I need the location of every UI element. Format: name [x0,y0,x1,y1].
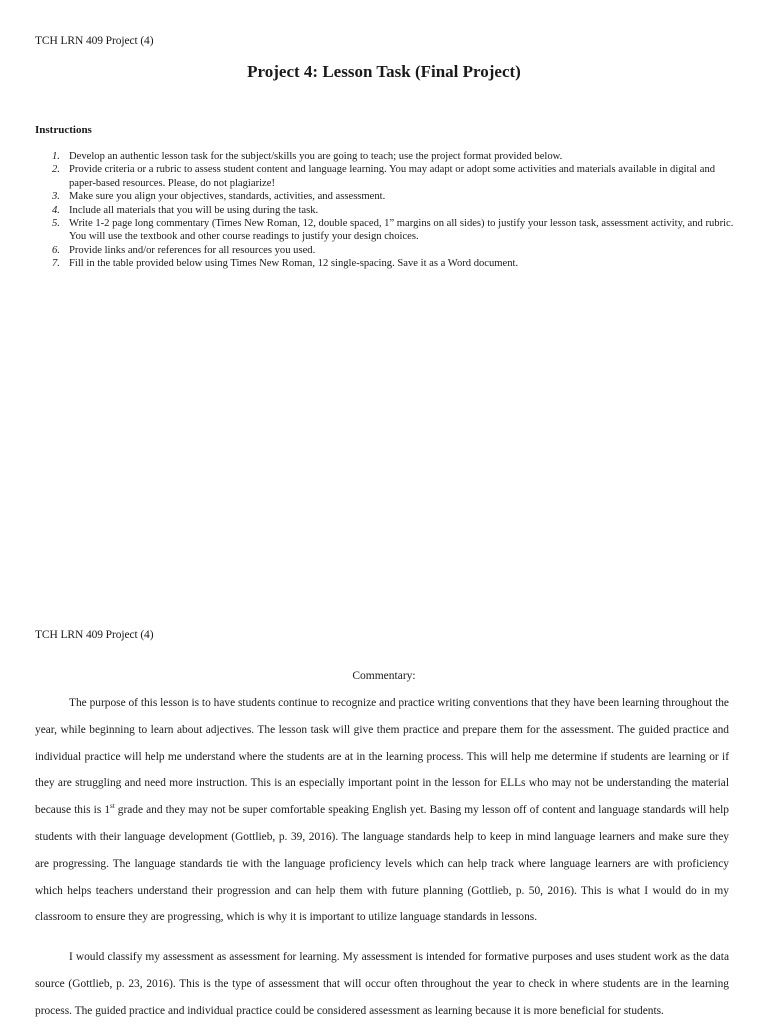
instructions-heading: Instructions [35,124,92,136]
commentary-heading: Commentary: [352,670,416,682]
instruction-item [35,190,735,203]
commentary-paragraph: I would classify my assessment as assessment for learning. My assessment is intended for formative purposes and uses student work as the data source (Gottlieb, p. 23, 2016). This is the type of assessment that will occur often throughout the year to check in where students are in the learning process. The guided practice and individual practice could be considered assessment as learning because it is more beneficial for students. [35,951,729,1017]
instruction-text: Provide criteria or a rubric to assess student content and language learning. You may adapt or adopt some activities and materials available in digital and paper-based resources. Please, do not plagiarize! [69,164,716,189]
instruction-number: 3. [52,191,60,203]
instruction-item [35,204,735,217]
commentary-paragraph [35,690,729,931]
instruction-text: Include all materials that you will be using during the task. [69,204,319,216]
instruction-text: Provide links and/or references for all resources you used. [69,244,316,256]
instruction-text: Make sure you align your objectives, standards, activities, and assessment. [69,191,386,203]
document-title: Project 4: Lesson Task (Final Project) [247,62,521,81]
ordinal-superscript: st [110,802,115,811]
instruction-number: 7. [52,258,60,270]
instruction-item [35,150,735,163]
instruction-item [35,257,735,270]
instruction-text: Develop an authentic lesson task for the subject/skills you are going to teach; use the project format provided below. [69,151,563,162]
instruction-number: 5. [52,218,60,230]
paragraph-text: grade and they may not be super comfortable speaking English yet. Basing my lesson off of content and language standards will help students with their language development (Gottlieb, p. 39, 2016). The language standards help to keep in mind language learners and make sure they are progressing. The language standards tie with the language proficiency levels which can help track where language learners are with proficiency which helps teachers understand their progression and can help them with future planning (Gottlieb, p. 50, 2016). This is what I would do in my classroom to ensure they are progressing, which is why it is important to utilize language standards in lessons. [35,804,729,924]
commentary-body [35,690,729,1025]
instruction-item [35,217,735,244]
instruction-text: Write 1-2 page long commentary (Times New Roman, 12, double spaced, 1” margins on all sides) to justify your lesson task, assessment activity, and rubric. You will use the textbook and other course readings to justify your design choices. [69,218,734,243]
running-header: TCH LRN 409 Project (4) [35,35,154,47]
instruction-number: 2. [52,164,60,176]
instruction-item [35,244,735,257]
instruction-number: 6. [52,244,60,256]
instruction-number: 4. [52,204,60,216]
instruction-text: Fill in the table provided below using Times New Roman, 12 single-spacing. Save it as a Word document. [69,258,519,270]
instruction-number: 1. [52,151,60,162]
document-page-2 [0,600,768,1024]
running-header: TCH LRN 409 Project (4) [35,629,154,641]
instruction-item [35,163,735,190]
paragraph-text: The purpose of this lesson is to have students continue to recognize and practice writing conventions that they have been learning throughout the year, while beginning to learn about adjectives. The lesson task will give them practice and prepare them for the assessment. The guided practice and individual practice will help me understand where the students are at in the learning process. This will help me determine if students are learning or if they are struggling and need more instruction. This is an especially important point in the lesson for ELLs who may not be understanding the material because this is 1 [35,697,729,817]
instructions-list [35,150,735,271]
